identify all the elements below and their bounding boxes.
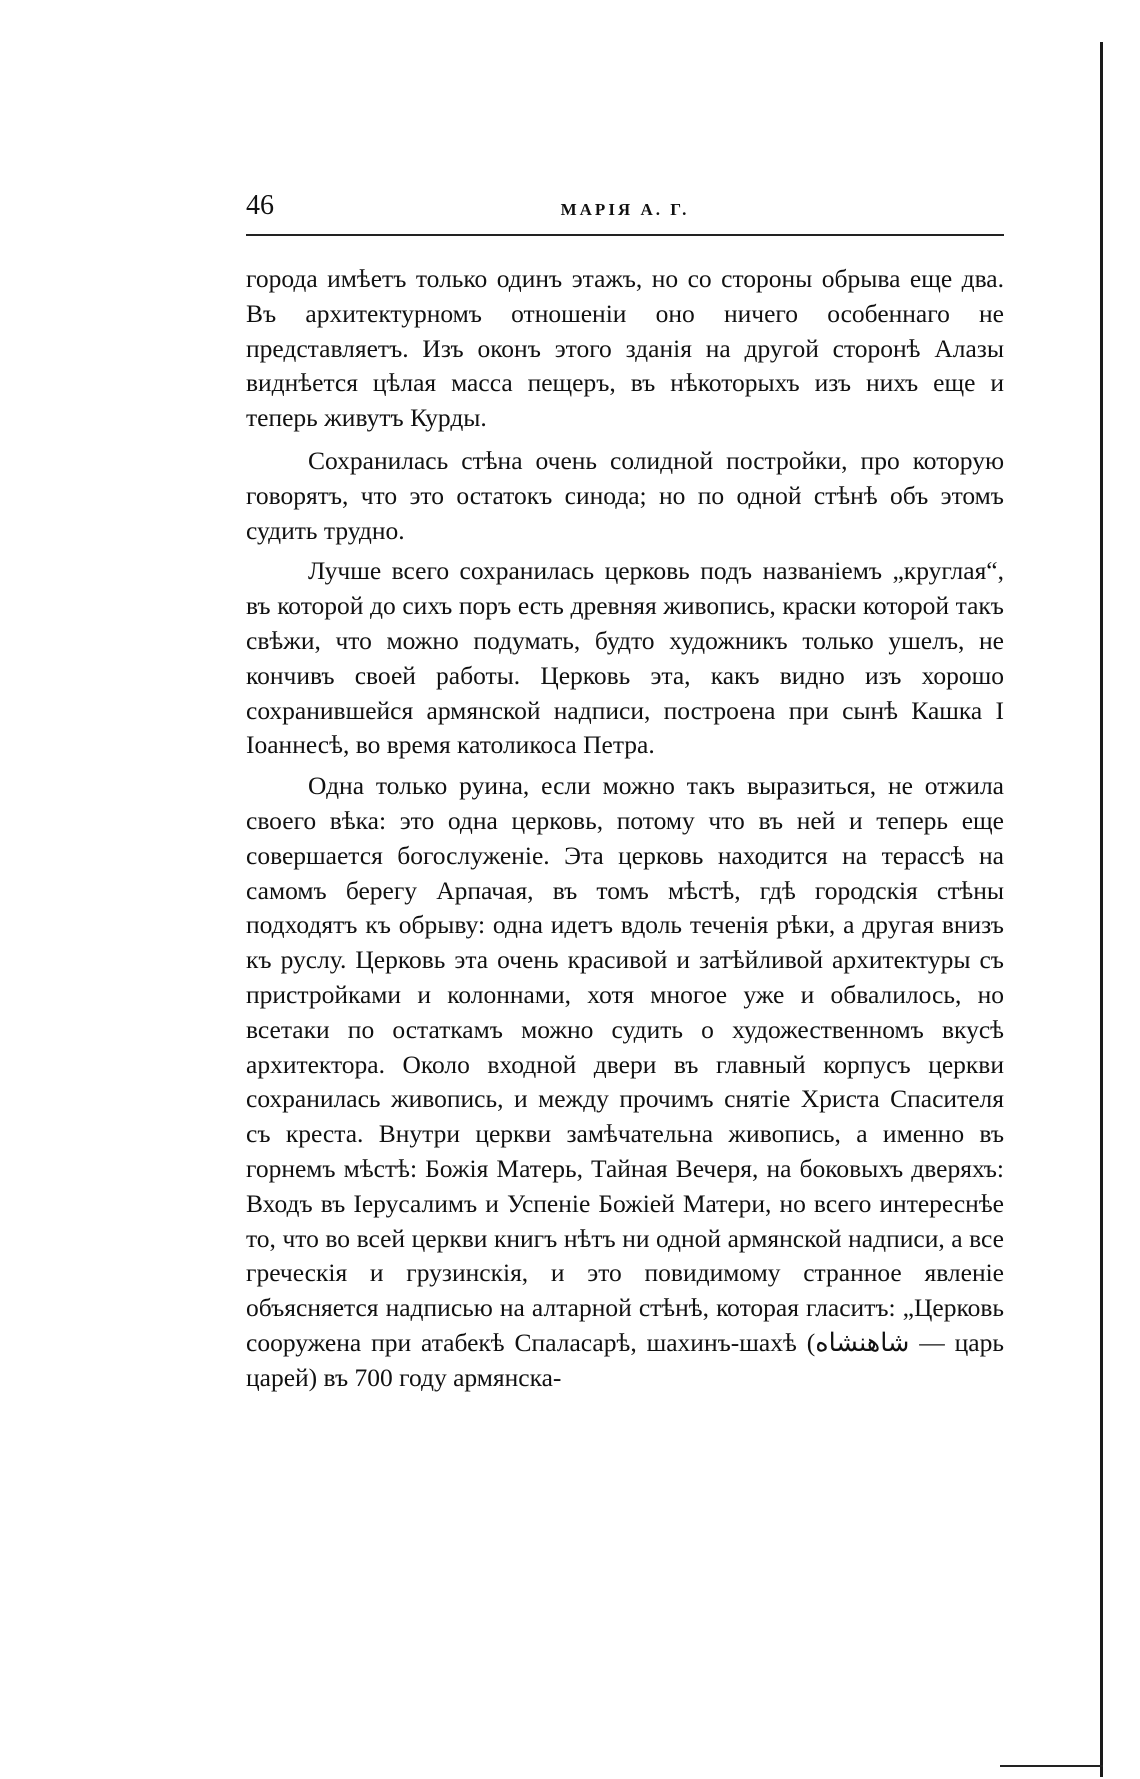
page-edge-bottom-line <box>1000 1765 1103 1767</box>
page-edge-line <box>1100 42 1103 1777</box>
paragraph-1: города имѣетъ только одинъ этажъ, но со стороны обрыва еще два. Въ архитектурномъ отношеніи оно ничего особеннаго не представляетъ. Изъ оконъ этого зданія на другой сторонѣ Алазы виднѣется цѣлая масса пещеръ, въ нѣкоторыхъ изъ нихъ еще и теперь живутъ Курды. <box>246 264 1004 433</box>
paragraph-4: Одна только руина, если можно такъ выразиться, не отжила своего вѣка: это одна церковь, потому что въ ней и теперь еще совершается богослуженіе. Эта церковь находится на терассѣ на самомъ берегу Арпачая, въ томъ мѣстѣ, гдѣ городскія стѣны подходятъ къ обрыву: одна идетъ вдоль теченія рѣки, а другая внизъ къ руслу. Церковь эта очень красивой и затѣйливой архитектуры съ пристройками и колоннами, хотя многое уже и обвалилось, но всетаки по остаткамъ можно судить о художественномъ вкусѣ архитектора. Около входной двери въ главный корпусъ церкви сохранилась живопись, и между прочимъ снятіе Христа Спасителя съ креста. Внутри церкви замѣчательна живопись, а именно въ горнемъ мѣстѣ: Божія Матерь, Тайная Вечеря, на боковыхъ дверяхъ: Входъ въ Іерусалимъ и Успеніе Божіей Матери, но всего интереснѣе то, что во всей церкви книгъ нѣтъ ни одной армянской надписи, а все греческія и грузинскія, и это повидимому странное явленіе объясняется надписью на алтарной стѣнѣ, которая гласитъ: „Церковь сооружена при атабекѣ Спаласарѣ, шахинъ-шахѣ (شاهنشاه — царь царей) въ 700 году армянска- <box>246 771 1004 1392</box>
page-header <box>246 192 1004 228</box>
paragraph-3: Лучше всего сохранилась церковь подъ названіемъ „круглая“, въ которой до сихъ поръ есть древняя живопись, краски которой такъ свѣжи, что можно подумать, будто художникъ только ушелъ, не кончивъ своей работы. Церковь эта, какъ видно изъ хорошо сохранившейся армянской надписи, построена при сынѣ Кашка I Іоаннесѣ, во время католикоса Петра. <box>246 556 1004 760</box>
page-number: 46 <box>246 190 274 221</box>
body-text <box>246 262 1004 1404</box>
paragraph-2: Сохранилась стѣна очень солидной постройки, про которую говорятъ, что это остатокъ синода; но по одной стѣнѣ объ этомъ судить трудно. <box>246 445 1004 545</box>
running-title: МАРІЯ А. Г. <box>560 200 690 219</box>
header-rule <box>246 234 1004 236</box>
